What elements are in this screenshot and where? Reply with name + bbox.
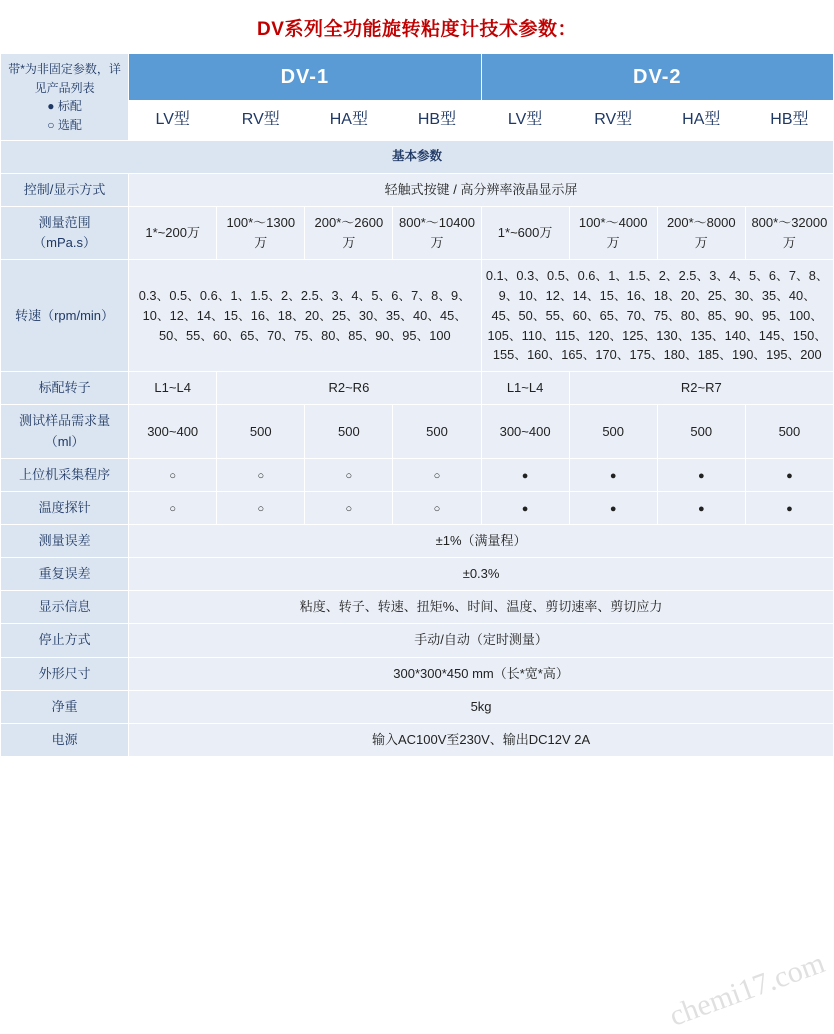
row-label-stop: 停止方式	[1, 624, 129, 657]
model-dv2-hb: HB型	[745, 101, 833, 141]
row-value-control: 轻触式按键 / 高分辨率液晶显示屏	[129, 173, 834, 206]
probe-mark-dv1-hb	[434, 500, 441, 515]
row-label-error: 测量误差	[1, 525, 129, 558]
table-row-probe	[1, 491, 834, 524]
sample-dv2-ha: 500	[657, 405, 745, 458]
sample-dv2-hb: 500	[745, 405, 833, 458]
sample-dv1-lv: 300~400	[129, 405, 217, 458]
probe-mark-dv2-ha	[698, 500, 705, 515]
software-mark-dv1-lv	[169, 467, 176, 482]
rotor-dv1-rest: R2~R6	[217, 372, 481, 405]
table-row-display	[1, 591, 834, 624]
page-title: DV系列全功能旋转粘度计技术参数：	[257, 19, 577, 40]
specification-table	[0, 53, 834, 757]
software-mark-dv2-hb	[786, 467, 793, 482]
probe-mark-dv2-rv	[610, 500, 617, 515]
table-row-range	[1, 206, 834, 259]
probe-mark-dv2-hb	[786, 500, 793, 515]
row-label-range-line1: 测量范围	[38, 214, 91, 230]
row-value-repeat: ±0.3%	[129, 558, 834, 591]
range-dv1-hb: 800*～10400万	[393, 206, 481, 259]
row-label-probe: 温度探针	[1, 491, 129, 524]
model-dv2-rv: RV型	[569, 101, 657, 141]
header-group-dv2: DV-2	[481, 54, 833, 101]
sample-dv2-rv: 500	[569, 405, 657, 458]
rotor-dv2-rest: R2~R7	[569, 372, 833, 405]
row-value-power: 输入AC100V至230V、输出DC12V 2A	[129, 723, 834, 756]
section-row-basic	[1, 141, 834, 173]
row-label-repeat: 重复误差	[1, 558, 129, 591]
software-mark-dv2-rv	[610, 467, 617, 482]
range-dv2-hb: 800*～32000万	[745, 206, 833, 259]
row-label-sample-line2: （ml）	[44, 433, 85, 449]
range-dv1-ha: 200*～2600万	[305, 206, 393, 259]
software-mark-dv1-ha	[346, 467, 353, 482]
software-mark-dv1-rv	[257, 467, 264, 482]
row-value-size: 300*300*450 mm（长*宽*高）	[129, 657, 834, 690]
range-dv2-rv: 100*～4000万	[569, 206, 657, 259]
software-mark-dv2-lv	[522, 467, 529, 482]
speed-dv2: 0.1、0.3、0.5、0.6、1、1.5、2、2.5、3、4、5、6、7、8、9、10、12、14、15、16、18、20、25、30、35、40、45、50、55、60、65、70、75、80、85、90、95、100、105、110、115、120、125、130、135、140、145、150、155、160、165、170、175、180、185、190、195、200	[481, 260, 833, 372]
row-label-power: 电源	[1, 723, 129, 756]
watermark: chemi17.com	[664, 946, 829, 1033]
model-dv1-ha: HA型	[305, 101, 393, 141]
range-dv2-ha: 200*～8000万	[657, 206, 745, 259]
model-dv1-rv: RV型	[217, 101, 305, 141]
model-dv1-lv: LV型	[129, 101, 217, 141]
row-value-stop: 手动/自动（定时测量）	[129, 624, 834, 657]
header-group-dv1: DV-1	[129, 54, 481, 101]
sample-dv2-lv: 300~400	[481, 405, 569, 458]
probe-mark-dv1-ha	[346, 500, 353, 515]
range-dv2-lv: 1*~600万	[481, 206, 569, 259]
row-label-rotor: 标配转子	[1, 372, 129, 405]
table-row-speed	[1, 260, 834, 372]
table-row-weight	[1, 690, 834, 723]
software-mark-dv1-hb	[434, 467, 441, 482]
rotor-dv1-lv: L1~L4	[129, 372, 217, 405]
range-dv1-rv: 100*～1300万	[217, 206, 305, 259]
table-row-power	[1, 723, 834, 756]
table-row-stop	[1, 624, 834, 657]
sample-dv1-ha: 500	[305, 405, 393, 458]
model-dv2-ha: HA型	[657, 101, 745, 141]
speed-dv1: 0.3、0.5、0.6、1、1.5、2、2.5、3、4、5、6、7、8、9、10、12、14、15、16、18、20、25、30、35、40、45、50、55、60、65、70、75、80、85、90、95、100	[129, 260, 481, 372]
sample-dv1-hb: 500	[393, 405, 481, 458]
legend-optional-label: 选配	[57, 117, 82, 132]
rotor-dv2-lv: L1~L4	[481, 372, 569, 405]
table-row-repeat	[1, 558, 834, 591]
table-row-size	[1, 657, 834, 690]
legend-standard: ● 标配	[47, 99, 82, 114]
table-row-sample	[1, 405, 834, 458]
model-dv1-hb: HB型	[393, 101, 481, 141]
row-label-control: 控制/显示方式	[1, 173, 129, 206]
probe-mark-dv2-lv	[522, 500, 529, 515]
row-label-range-line2: （mPa.s）	[33, 235, 96, 251]
table-row-error	[1, 525, 834, 558]
probe-mark-dv1-lv	[169, 500, 176, 515]
legend-block	[5, 97, 124, 134]
legend-optional: ○ 选配	[47, 117, 82, 132]
range-dv1-lv: 1*~200万	[129, 206, 217, 259]
row-label-speed: 转速（rpm/min）	[1, 260, 129, 372]
model-dv2-lv: LV型	[481, 101, 569, 141]
corner-note-text: 带*为非固定参数，详见产品列表	[8, 62, 121, 95]
row-value-weight: 5kg	[129, 690, 834, 723]
row-value-display: 粘度、转子、转速、扭矩%、时间、温度、剪切速率、剪切应力	[129, 591, 834, 624]
row-label-range	[1, 206, 129, 259]
table-row-rotor	[1, 372, 834, 405]
probe-mark-dv1-rv	[257, 500, 264, 515]
software-mark-dv2-ha	[698, 467, 705, 482]
row-value-error: ±1%（满量程）	[129, 525, 834, 558]
table-row-software	[1, 458, 834, 491]
row-label-size: 外形尺寸	[1, 657, 129, 690]
table-row-control	[1, 173, 834, 206]
row-label-software: 上位机采集程序	[1, 458, 129, 491]
table-header-group-row	[1, 54, 834, 101]
row-label-weight: 净重	[1, 690, 129, 723]
header-corner-note	[1, 54, 129, 141]
row-label-sample	[1, 405, 129, 458]
sample-dv1-rv: 500	[217, 405, 305, 458]
section-label-basic: 基本参数	[1, 141, 834, 173]
legend-standard-label: 标配	[57, 99, 82, 114]
row-label-sample-line1: 测试样品需求量	[19, 413, 111, 429]
row-label-display: 显示信息	[1, 591, 129, 624]
